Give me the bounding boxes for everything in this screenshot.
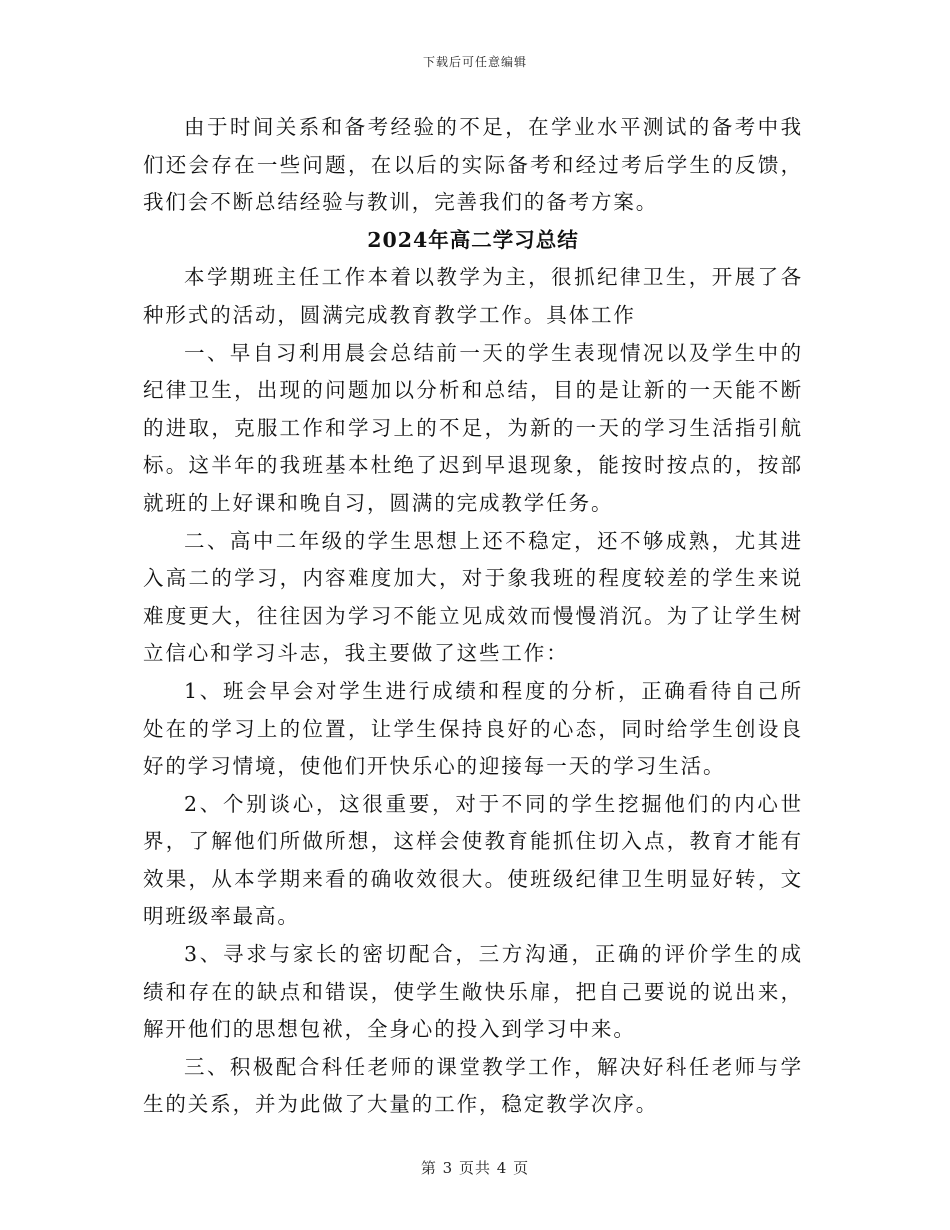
paragraph: 三、积极配合科任老师的课堂教学工作，解决好科任老师与学生的关系，并为此做了大量的工作，稳定教学次序。 [143,1054,803,1117]
paragraph: 本学期班主任工作本着以教学为主，很抓纪律卫生，开展了各种形式的活动，圆满完成教育教学工作。具体工作 [143,265,803,327]
page-header-note: 下载后可任意编辑 [422,55,527,69]
section-title: 2024年高二学习总结 [367,227,579,252]
page-footer: 第 3 页共 4 页 [420,1159,530,1177]
paragraph: 二、高中二年级的学生思想上还不稳定，还不够成熟，尤其进入高二的学习，内容难度加大，对于象我班的程度较差的学生来说难度更大，往往因为学习不能立见成效而慢慢消沉。为了让学生树立信心和学习斗志，我主要做了这些工作： [143,528,803,666]
paragraph: 一、早自习利用晨会总结前一天的学生表现情况以及学生中的纪律卫生，出现的问题加以分析和总结，目的是让新的一天能不断的进取，克服工作和学习上的不足，为新的一天的学习生活指引航标。这半年的我班基本杜绝了迟到早退现象，能按时按点的，按部就班的上好课和晚自习，圆满的完成教学任务。 [143,340,803,515]
document-body [143,109,803,1124]
paragraph-intro: 由于时间关系和备考经验的不足，在学业水平测试的备考中我们还会存在一些问题，在以后的实际备考和经过考后学生的反馈，我们会不断总结经验与教训，完善我们的备考方案。 [143,115,803,215]
paragraph: 2、个别谈心，这很重要，对于不同的学生挖掘他们的内心世界，了解他们所做所想，这样会使教育能抓住切入点，教育才能有效果，从本学期来看的确收效很大。使班级纪律卫生明显好转，文明班级率最高。 [143,791,803,929]
paragraph: 3、寻求与家长的密切配合，三方沟通，正确的评价学生的成绩和存在的缺点和错误，使学生敞快乐扉，把自己要说的说出来，解开他们的思想包袱，全身心的投入到学习中来。 [143,942,803,1042]
paragraph: 1、班会早会对学生进行成绩和程度的分析，正确看待自己所处在的学习上的位置，让学生保持良好的心态，同时给学生创设良好的学习情境，使他们开快乐心的迎接每一天的学习生活。 [143,678,803,779]
